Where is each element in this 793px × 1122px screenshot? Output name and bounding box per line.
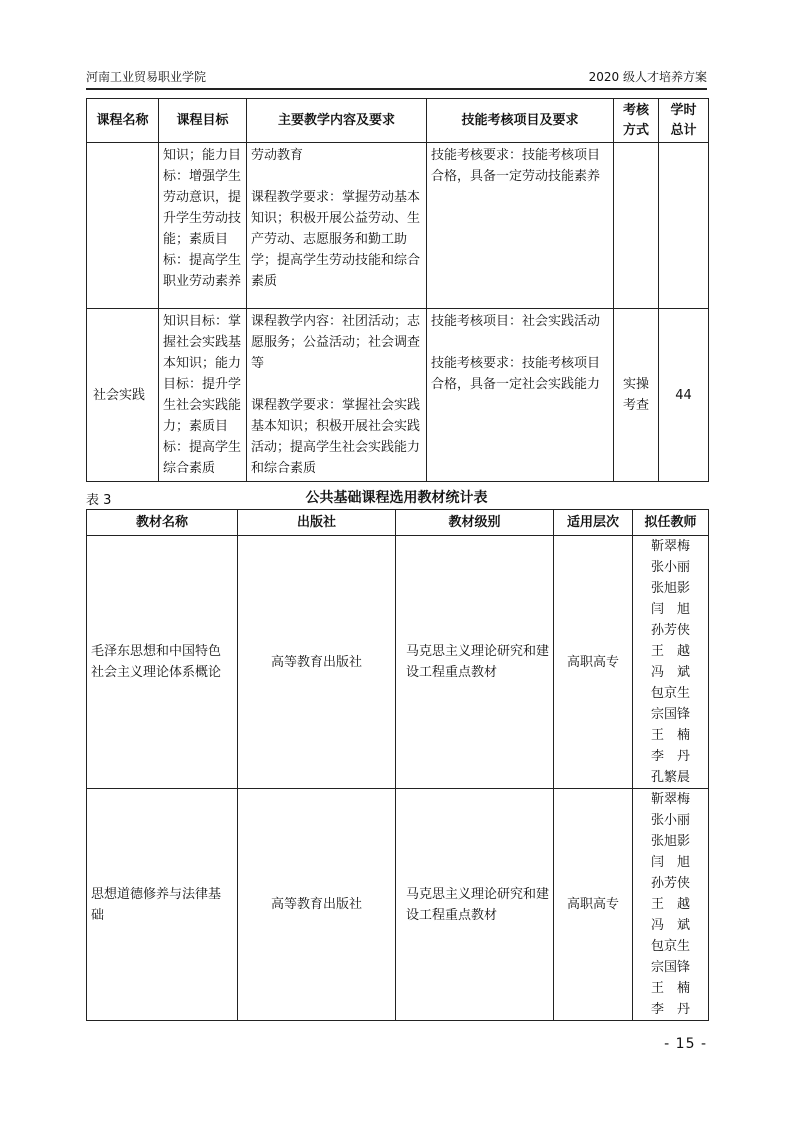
cell-name: 社会实践 xyxy=(87,309,159,482)
cell-textbook-name: 毛泽东思想和中国特色社会主义理论体系概论 xyxy=(87,536,238,789)
table-row xyxy=(87,143,709,309)
teacher-name: 包京生 xyxy=(650,686,690,701)
course-table-header xyxy=(87,99,709,143)
col-hours: 学时 总计 xyxy=(659,99,709,143)
cell-content: 劳动教育 课程教学要求：掌握劳动基本知识；积极开展公益劳动、生产劳动、志愿服务和勤工助学；提高学生劳动技能和综合素质 xyxy=(247,143,427,309)
col-tier: 适用层次 xyxy=(554,510,633,536)
teacher-name: 张旭影 xyxy=(650,834,690,849)
teacher-name: 宗国锋 xyxy=(650,960,690,975)
cell-teachers xyxy=(633,536,709,789)
col-teachers: 拟任教师 xyxy=(633,510,709,536)
cell-teachers xyxy=(633,789,709,1021)
teacher-name: 冯 斌 xyxy=(650,918,690,933)
teacher-name: 闫 旭 xyxy=(650,602,690,617)
cell-name xyxy=(87,143,159,309)
teacher-name: 孙芳侠 xyxy=(650,623,690,638)
cell-goal: 知识目标：掌握社会实践基本知识；能力目标：提升学生社会实践能力；素质目标：提高学生综合素质 xyxy=(159,309,247,482)
col-course-goal: 课程目标 xyxy=(159,99,247,143)
cell-tier: 高职高专 xyxy=(554,789,633,1021)
cell-hours xyxy=(659,143,709,309)
textbook-table-header xyxy=(87,510,709,536)
teacher-name: 王 越 xyxy=(650,644,690,659)
teacher-name: 张小丽 xyxy=(650,560,690,575)
cell-level: 马克思主义理论研究和建设工程重点教材 xyxy=(396,536,554,789)
table-caption xyxy=(86,487,707,507)
teacher-name: 李 丹 xyxy=(650,749,690,764)
col-skill: 技能考核项目及要求 xyxy=(427,99,614,143)
page-header xyxy=(86,66,707,90)
cell-skill: 技能考核要求：技能考核项目合格，具备一定劳动技能素养 xyxy=(427,143,614,309)
table-number: 表 3 xyxy=(86,493,112,508)
cell-textbook-name: 思想道德修养与法律基础 xyxy=(87,789,238,1021)
course-table xyxy=(86,98,709,482)
col-level: 教材级别 xyxy=(396,510,554,536)
cell-goal: 知识；能力目标：增强学生劳动意识，提升学生劳动技能；素质目标：提高学生职业劳动素养 xyxy=(159,143,247,309)
textbook-table xyxy=(86,509,709,1021)
teacher-name: 孔繁晨 xyxy=(650,770,690,785)
cell-skill: 技能考核项目：社会实践活动 技能考核要求：技能考核项目合格，具备一定社会实践能力 xyxy=(427,309,614,482)
table-row xyxy=(87,309,709,482)
teacher-name: 冯 斌 xyxy=(650,665,690,680)
school-name: 河南工业贸易职业学院 xyxy=(86,70,207,84)
teacher-name: 张旭影 xyxy=(650,581,690,596)
cell-hours: 44 xyxy=(659,309,709,482)
page-number: - 15 - xyxy=(664,1036,707,1052)
teacher-name: 孙芳侠 xyxy=(650,876,690,891)
teacher-name: 王 楠 xyxy=(650,728,690,743)
teacher-name: 王 楠 xyxy=(650,981,690,996)
teacher-name: 靳翠梅 xyxy=(650,539,690,554)
cell-assess: 实操考查 xyxy=(614,309,659,482)
cell-publisher: 高等教育出版社 xyxy=(238,536,396,789)
table-row xyxy=(87,789,709,1021)
teacher-name: 闫 旭 xyxy=(650,855,690,870)
teacher-name: 宗国锋 xyxy=(650,707,690,722)
teacher-name: 包京生 xyxy=(650,939,690,954)
cell-tier: 高职高专 xyxy=(554,536,633,789)
cell-content: 课程教学内容：社团活动；志愿服务；公益活动；社会调查等 课程教学要求：掌握社会实践基本知识；积极开展社会实践活动；提高学生社会实践能力和综合素质 xyxy=(247,309,427,482)
teacher-name: 靳翠梅 xyxy=(650,792,690,807)
cell-assess xyxy=(614,143,659,309)
teacher-name: 李 丹 xyxy=(650,1002,690,1017)
col-course-name: 课程名称 xyxy=(87,99,159,143)
table-row xyxy=(87,536,709,789)
cell-publisher: 高等教育出版社 xyxy=(238,789,396,1021)
teacher-name: 王 越 xyxy=(650,897,690,912)
table-title: 公共基础课程选用教材统计表 xyxy=(305,490,488,506)
cell-level: 马克思主义理论研究和建设工程重点教材 xyxy=(396,789,554,1021)
teacher-name: 张小丽 xyxy=(650,813,690,828)
program-title: 2020 级人才培养方案 xyxy=(588,70,707,84)
col-publisher: 出版社 xyxy=(238,510,396,536)
col-content: 主要教学内容及要求 xyxy=(247,99,427,143)
col-textbook-name: 教材名称 xyxy=(87,510,238,536)
col-assess: 考核 方式 xyxy=(614,99,659,143)
